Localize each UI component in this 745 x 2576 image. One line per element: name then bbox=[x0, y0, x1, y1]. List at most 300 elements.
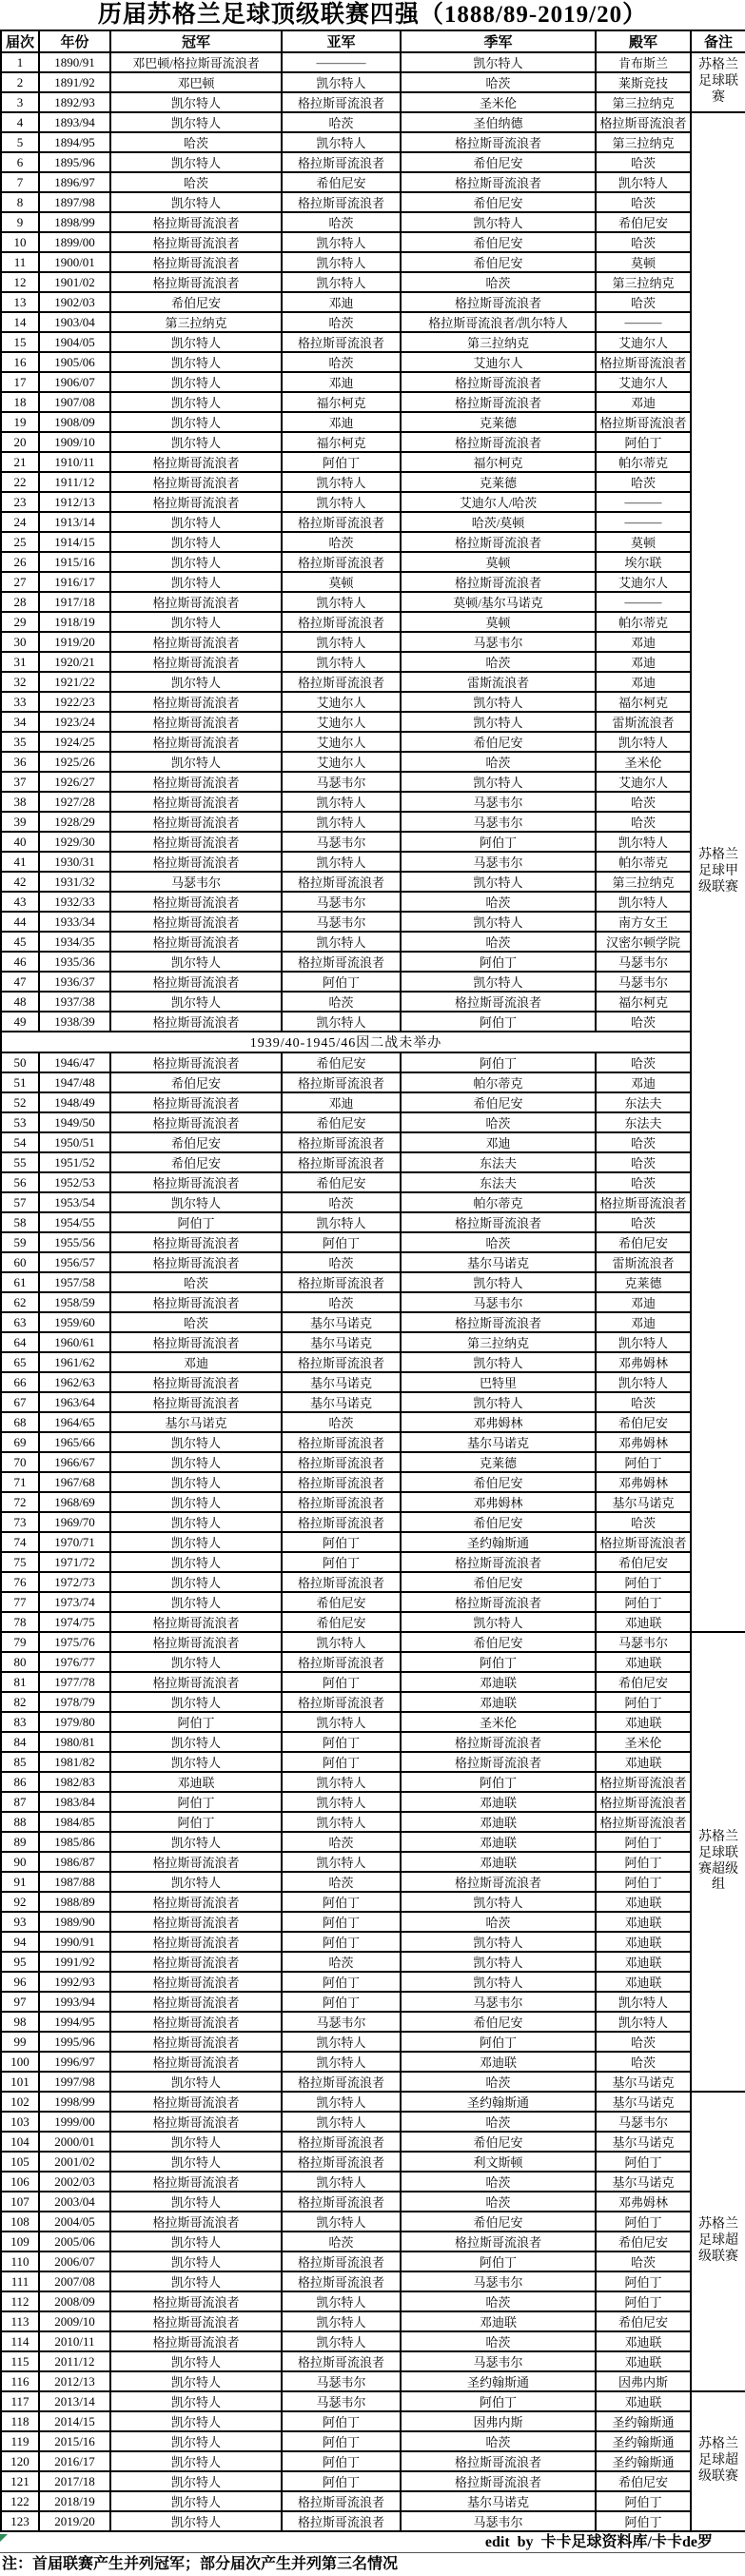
cell-champion: 凯尔特人 bbox=[110, 1492, 282, 1512]
page-title: 历届苏格兰足球顶级联赛四强（1888/89-2019/20） bbox=[97, 2, 648, 28]
cell-runner-up: 凯尔特人 bbox=[282, 232, 401, 252]
table-row bbox=[1, 132, 745, 152]
cell-year: 1951/52 bbox=[39, 1152, 110, 1172]
cell-champion: 格拉斯哥流浪者 bbox=[110, 1672, 282, 1692]
cell-third: 圣约翰斯通 bbox=[401, 2371, 596, 2391]
cell-year: 1923/24 bbox=[39, 712, 110, 732]
table-row bbox=[1, 1552, 745, 1572]
cell-runner-up: 格拉斯哥流浪者 bbox=[282, 1452, 401, 1472]
cell-edition: 60 bbox=[1, 1252, 39, 1272]
cell-fourth: 帕尔蒂克 bbox=[596, 852, 691, 872]
cell-edition: 122 bbox=[1, 2491, 39, 2511]
table-row bbox=[1, 1912, 745, 1932]
cell-fourth: 阿伯丁 bbox=[596, 1592, 691, 1612]
cell-champion: 格拉斯哥流浪者 bbox=[110, 852, 282, 872]
cell-third: 凯尔特人 bbox=[401, 1952, 596, 1972]
cell-third: 邓迪联 bbox=[401, 2052, 596, 2072]
cell-fourth: 圣米伦 bbox=[596, 752, 691, 772]
cell-champion: 凯尔特人 bbox=[110, 2411, 282, 2431]
table-row bbox=[1, 1852, 745, 1872]
cell-edition: 81 bbox=[1, 1672, 39, 1692]
table-row bbox=[1, 2152, 745, 2172]
table-row bbox=[1, 1952, 745, 1972]
cell-edition: 121 bbox=[1, 2471, 39, 2491]
cell-edition: 66 bbox=[1, 1372, 39, 1392]
cell-fourth: 马瑟韦尔 bbox=[596, 972, 691, 992]
cell-fourth: 邓迪联 bbox=[596, 2391, 691, 2411]
cell-champion: 格拉斯哥流浪者 bbox=[110, 212, 282, 232]
cell-year: 1933/34 bbox=[39, 912, 110, 932]
table-row bbox=[1, 1472, 745, 1492]
table-row bbox=[1, 1692, 745, 1712]
cell-runner-up: 格拉斯哥流浪者 bbox=[282, 872, 401, 892]
cell-fourth: 邓迪联 bbox=[596, 1752, 691, 1772]
cell-fourth: 邓迪 bbox=[596, 1072, 691, 1092]
cell-runner-up: 凯尔特人 bbox=[282, 812, 401, 832]
cell-third: 格拉斯哥流浪者 bbox=[401, 432, 596, 452]
cell-year: 2018/19 bbox=[39, 2491, 110, 2511]
cell-year: 1895/96 bbox=[39, 152, 110, 172]
cell-edition: 10 bbox=[1, 232, 39, 252]
cell-fourth: 凯尔特人 bbox=[596, 172, 691, 192]
cell-edition: 50 bbox=[1, 1052, 39, 1072]
cell-champion: 格拉斯哥流浪者 bbox=[110, 1892, 282, 1912]
cell-year: 1949/50 bbox=[39, 1112, 110, 1132]
cell-year: 1907/08 bbox=[39, 392, 110, 412]
cell-runner-up: 哈茨 bbox=[282, 212, 401, 232]
cell-champion: 凯尔特人 bbox=[110, 2371, 282, 2391]
cell-third: 邓弗姆林 bbox=[401, 1412, 596, 1432]
cell-fourth: 邓迪联 bbox=[596, 1912, 691, 1932]
cell-champion: 凯尔特人 bbox=[110, 1192, 282, 1212]
cell-year: 1989/90 bbox=[39, 1912, 110, 1932]
cell-edition: 6 bbox=[1, 152, 39, 172]
cell-third: 格拉斯哥流浪者 bbox=[401, 2471, 596, 2491]
cell-runner-up: 格拉斯哥流浪者 bbox=[282, 1152, 401, 1172]
cell-champion: 格拉斯哥流浪者 bbox=[110, 1392, 282, 1412]
cell-third: 格拉斯哥流浪者 bbox=[401, 1212, 596, 1232]
cell-year: 1911/12 bbox=[39, 472, 110, 492]
cell-third: 阿伯丁 bbox=[401, 1052, 596, 1072]
cell-third: 帕尔蒂克 bbox=[401, 1192, 596, 1212]
table-row bbox=[1, 1612, 745, 1632]
cell-fourth: 第三拉纳克 bbox=[596, 272, 691, 292]
cell-champion: 凯尔特人 bbox=[110, 432, 282, 452]
cell-year: 1986/87 bbox=[39, 1852, 110, 1872]
cell-year: 1998/99 bbox=[39, 2092, 110, 2112]
cell-edition: 53 bbox=[1, 1112, 39, 1132]
cell-third: 哈茨 bbox=[401, 2192, 596, 2212]
table-row bbox=[1, 1972, 745, 1992]
cell-champion: 格拉斯哥流浪者 bbox=[110, 2291, 282, 2311]
cell-runner-up: 哈茨 bbox=[282, 1192, 401, 1212]
cell-runner-up: 格拉斯哥流浪者 bbox=[282, 1492, 401, 1512]
cell-edition: 22 bbox=[1, 472, 39, 492]
cell-year: 1979/80 bbox=[39, 1712, 110, 1732]
cell-runner-up: 格拉斯哥流浪者 bbox=[282, 952, 401, 972]
cell-fourth: 因弗内斯 bbox=[596, 2371, 691, 2391]
cell-champion: 格拉斯哥流浪者 bbox=[110, 2112, 282, 2132]
table-row bbox=[1, 252, 745, 272]
cell-champion: 格拉斯哥流浪者 bbox=[110, 812, 282, 832]
cell-year: 1988/89 bbox=[39, 1892, 110, 1912]
cell-runner-up: 福尔柯克 bbox=[282, 432, 401, 452]
cell-third: 阿伯丁 bbox=[401, 1012, 596, 1032]
table-row bbox=[1, 892, 745, 912]
cell-runner-up: 格拉斯哥流浪者 bbox=[282, 2072, 401, 2092]
table-row bbox=[1, 2212, 745, 2232]
cell-third: 哈茨 bbox=[401, 272, 596, 292]
cell-runner-up: 格拉斯哥流浪者 bbox=[282, 192, 401, 212]
cell-edition: 62 bbox=[1, 1292, 39, 1312]
cell-edition: 90 bbox=[1, 1852, 39, 1872]
cell-fourth: 基尔马诺克 bbox=[596, 2132, 691, 2152]
table-row bbox=[1, 812, 745, 832]
cell-champion: 格拉斯哥流浪者 bbox=[110, 2052, 282, 2072]
cell-runner-up: 基尔马诺克 bbox=[282, 1312, 401, 1332]
cell-year: 1973/74 bbox=[39, 1592, 110, 1612]
cell-third: 格拉斯哥流浪者 bbox=[401, 532, 596, 552]
cell-fourth: 格拉斯哥流浪者 bbox=[596, 1192, 691, 1212]
cell-edition: 19 bbox=[1, 412, 39, 432]
cell-edition: 31 bbox=[1, 652, 39, 672]
cell-runner-up: 邓迪 bbox=[282, 1092, 401, 1112]
cell-champion: 格拉斯哥流浪者 bbox=[110, 632, 282, 652]
cell-year: 1991/92 bbox=[39, 1952, 110, 1972]
cell-third: 阿伯丁 bbox=[401, 1652, 596, 1672]
cell-runner-up: 阿伯丁 bbox=[282, 2411, 401, 2431]
cell-year: 1929/30 bbox=[39, 832, 110, 852]
table-row bbox=[1, 592, 745, 612]
cell-year: 1972/73 bbox=[39, 1572, 110, 1592]
cell-year: 1960/61 bbox=[39, 1332, 110, 1352]
cell-year: 2015/16 bbox=[39, 2431, 110, 2451]
cell-runner-up: 格拉斯哥流浪者 bbox=[282, 612, 401, 632]
cell-third: 希伯尼安 bbox=[401, 732, 596, 752]
cell-third: 巴特里 bbox=[401, 1372, 596, 1392]
cell-edition: 23 bbox=[1, 492, 39, 512]
cell-third: 阿伯丁 bbox=[401, 1772, 596, 1792]
cell-champion: 凯尔特人 bbox=[110, 2152, 282, 2172]
cell-champion: 希伯尼安 bbox=[110, 292, 282, 312]
cell-year: 1969/70 bbox=[39, 1512, 110, 1532]
table-row bbox=[1, 772, 745, 792]
cell-year: 1921/22 bbox=[39, 672, 110, 692]
cell-champion: 格拉斯哥流浪者 bbox=[110, 932, 282, 952]
cell-third: 利文斯顿 bbox=[401, 2152, 596, 2172]
cell-fourth: ——— bbox=[596, 512, 691, 532]
cell-third: 邓迪联 bbox=[401, 1832, 596, 1852]
cell-year: 1946/47 bbox=[39, 1052, 110, 1072]
cell-year: 2013/14 bbox=[39, 2391, 110, 2411]
cell-third: 邓迪联 bbox=[401, 1852, 596, 1872]
cell-fourth: 凯尔特人 bbox=[596, 892, 691, 912]
cell-champion: 格拉斯哥流浪者 bbox=[110, 1012, 282, 1032]
cell-runner-up: 格拉斯哥流浪者 bbox=[282, 1272, 401, 1292]
cell-fourth: 哈茨 bbox=[596, 232, 691, 252]
cell-champion: 哈茨 bbox=[110, 1272, 282, 1292]
col-header-remark: 备注 bbox=[691, 30, 745, 52]
cell-edition: 55 bbox=[1, 1152, 39, 1172]
table-row bbox=[1, 792, 745, 812]
cell-year: 1953/54 bbox=[39, 1192, 110, 1212]
remark-cell: 苏格兰足球联赛 bbox=[691, 52, 745, 112]
cell-fourth: 福尔柯克 bbox=[596, 692, 691, 712]
cell-runner-up: 凯尔特人 bbox=[282, 652, 401, 672]
cell-fourth: 哈茨 bbox=[596, 1392, 691, 1412]
cell-champion: 邓巴顿/格拉斯哥流浪者 bbox=[110, 52, 282, 72]
cell-year: 1932/33 bbox=[39, 892, 110, 912]
table-row bbox=[1, 412, 745, 432]
cell-edition: 74 bbox=[1, 1532, 39, 1552]
cell-fourth: 凯尔特人 bbox=[596, 732, 691, 752]
cell-runner-up: 希伯尼安 bbox=[282, 1052, 401, 1072]
cell-edition: 51 bbox=[1, 1072, 39, 1092]
cell-runner-up: ———— bbox=[282, 52, 401, 72]
cell-champion: 凯尔特人 bbox=[110, 2451, 282, 2471]
cell-year: 1983/84 bbox=[39, 1792, 110, 1812]
cell-runner-up: 邓迪 bbox=[282, 372, 401, 392]
cell-fourth: 雷斯流浪者 bbox=[596, 712, 691, 732]
cell-runner-up: 阿伯丁 bbox=[282, 1892, 401, 1912]
col-header-third: 季军 bbox=[401, 30, 596, 52]
cell-edition: 69 bbox=[1, 1432, 39, 1452]
table-row bbox=[1, 1152, 745, 1172]
cell-third: 圣米伦 bbox=[401, 92, 596, 112]
cell-third: 马瑟韦尔 bbox=[401, 2271, 596, 2291]
table-row bbox=[1, 2232, 745, 2252]
cell-year: 2014/15 bbox=[39, 2411, 110, 2431]
cell-champion: 格拉斯哥流浪者 bbox=[110, 692, 282, 712]
cell-year: 1999/00 bbox=[39, 2112, 110, 2132]
cell-runner-up: 阿伯丁 bbox=[282, 1912, 401, 1932]
cell-edition: 32 bbox=[1, 672, 39, 692]
cell-edition: 47 bbox=[1, 972, 39, 992]
cell-fourth: 邓迪联 bbox=[596, 1712, 691, 1732]
cell-third: 格拉斯哥流浪者 bbox=[401, 392, 596, 412]
table-row bbox=[1, 752, 745, 772]
cell-champion: 格拉斯哥流浪者 bbox=[110, 452, 282, 472]
cell-runner-up: 艾迪尔人 bbox=[282, 752, 401, 772]
cell-edition: 11 bbox=[1, 252, 39, 272]
cell-edition: 1 bbox=[1, 52, 39, 72]
cell-fourth: 艾迪尔人 bbox=[596, 332, 691, 352]
cell-fourth: 艾迪尔人 bbox=[596, 772, 691, 792]
cell-runner-up: 基尔马诺克 bbox=[282, 1392, 401, 1412]
cell-year: 1981/82 bbox=[39, 1752, 110, 1772]
cell-year: 1891/92 bbox=[39, 72, 110, 92]
cell-runner-up: 格拉斯哥流浪者 bbox=[282, 512, 401, 532]
cell-champion: 凯尔特人 bbox=[110, 2491, 282, 2511]
cell-year: 1910/11 bbox=[39, 452, 110, 472]
cell-edition: 16 bbox=[1, 352, 39, 372]
table-row bbox=[1, 1792, 745, 1812]
cell-edition: 104 bbox=[1, 2132, 39, 2152]
cell-year: 1916/17 bbox=[39, 572, 110, 592]
cell-runner-up: 哈茨 bbox=[282, 992, 401, 1012]
table-row bbox=[1, 72, 745, 92]
cell-year: 1982/83 bbox=[39, 1772, 110, 1792]
cell-fourth: 克莱德 bbox=[596, 1272, 691, 1292]
cell-third: 凯尔特人 bbox=[401, 912, 596, 932]
table-row bbox=[1, 512, 745, 532]
war-gap-row bbox=[1, 1032, 745, 1052]
table-row bbox=[1, 1332, 745, 1352]
cell-third: 马瑟韦尔 bbox=[401, 852, 596, 872]
cell-third: 哈茨 bbox=[401, 892, 596, 912]
cell-year: 1967/68 bbox=[39, 1472, 110, 1492]
cell-fourth: 哈茨 bbox=[596, 2052, 691, 2072]
cell-edition: 65 bbox=[1, 1352, 39, 1372]
cell-runner-up: 格拉斯哥流浪者 bbox=[282, 92, 401, 112]
cell-year: 2017/18 bbox=[39, 2471, 110, 2491]
cell-year: 1935/36 bbox=[39, 952, 110, 972]
cell-edition: 2 bbox=[1, 72, 39, 92]
cell-champion: 凯尔特人 bbox=[110, 332, 282, 352]
cell-champion: 格拉斯哥流浪者 bbox=[110, 1992, 282, 2012]
results-table bbox=[0, 29, 745, 2532]
cell-runner-up: 哈茨 bbox=[282, 1832, 401, 1852]
cell-year: 1913/14 bbox=[39, 512, 110, 532]
cell-champion: 凯尔特人 bbox=[110, 152, 282, 172]
cell-champion: 哈茨 bbox=[110, 172, 282, 192]
cell-third: 哈茨 bbox=[401, 72, 596, 92]
cell-year: 2008/09 bbox=[39, 2291, 110, 2311]
cell-year: 1890/91 bbox=[39, 52, 110, 72]
cell-runner-up: 阿伯丁 bbox=[282, 2431, 401, 2451]
cell-fourth: 阿伯丁 bbox=[596, 1692, 691, 1712]
cell-fourth: 希伯尼安 bbox=[596, 2232, 691, 2252]
cell-third: 阿伯丁 bbox=[401, 832, 596, 852]
cell-fourth: 哈茨 bbox=[596, 2032, 691, 2052]
cell-champion: 凯尔特人 bbox=[110, 372, 282, 392]
cell-runner-up: 格拉斯哥流浪者 bbox=[282, 672, 401, 692]
table-row bbox=[1, 952, 745, 972]
cell-third: 格拉斯哥流浪者 bbox=[401, 1752, 596, 1772]
col-header-runner-up: 亚军 bbox=[282, 30, 401, 52]
cell-edition: 113 bbox=[1, 2311, 39, 2331]
cell-champion: 阿伯丁 bbox=[110, 1792, 282, 1812]
cell-third: 格拉斯哥流浪者 bbox=[401, 292, 596, 312]
cell-fourth: 马瑟韦尔 bbox=[596, 2112, 691, 2132]
cell-year: 2000/01 bbox=[39, 2132, 110, 2152]
cell-year: 1992/93 bbox=[39, 1972, 110, 1992]
cell-third: 格拉斯哥流浪者 bbox=[401, 372, 596, 392]
cell-champion: 格拉斯哥流浪者 bbox=[110, 252, 282, 272]
cell-edition: 27 bbox=[1, 572, 39, 592]
cell-edition: 85 bbox=[1, 1752, 39, 1772]
cell-fourth: 格拉斯哥流浪者 bbox=[596, 1772, 691, 1792]
table-row bbox=[1, 632, 745, 652]
cell-year: 1952/53 bbox=[39, 1172, 110, 1192]
cell-champion: 格拉斯哥流浪者 bbox=[110, 1912, 282, 1932]
table-row bbox=[1, 2192, 745, 2212]
cell-year: 2012/13 bbox=[39, 2371, 110, 2391]
cell-runner-up: 基尔马诺克 bbox=[282, 1332, 401, 1352]
cell-third: 希伯尼安 bbox=[401, 252, 596, 272]
cell-edition: 88 bbox=[1, 1812, 39, 1832]
cell-runner-up: 凯尔特人 bbox=[282, 72, 401, 92]
cell-fourth: 肯布斯兰 bbox=[596, 52, 691, 72]
cell-fourth: 邓迪 bbox=[596, 1292, 691, 1312]
cell-year: 1978/79 bbox=[39, 1692, 110, 1712]
cell-year: 1925/26 bbox=[39, 752, 110, 772]
cell-runner-up: 哈茨 bbox=[282, 2232, 401, 2252]
cell-runner-up: 凯尔特人 bbox=[282, 932, 401, 952]
cell-year: 1930/31 bbox=[39, 852, 110, 872]
cell-fourth: 基尔马诺克 bbox=[596, 1492, 691, 1512]
cell-edition: 82 bbox=[1, 1692, 39, 1712]
cell-third: 马瑟韦尔 bbox=[401, 1292, 596, 1312]
table-row bbox=[1, 1012, 745, 1032]
cell-fourth: 帕尔蒂克 bbox=[596, 452, 691, 472]
cell-champion: 格拉斯哥流浪者 bbox=[110, 1292, 282, 1312]
table-row bbox=[1, 1652, 745, 1672]
table-row bbox=[1, 332, 745, 352]
cell-third: 希伯尼安 bbox=[401, 1572, 596, 1592]
cell-edition: 17 bbox=[1, 372, 39, 392]
cell-edition: 78 bbox=[1, 1612, 39, 1632]
cell-year: 1937/38 bbox=[39, 992, 110, 1012]
cell-edition: 59 bbox=[1, 1232, 39, 1252]
cell-edition: 92 bbox=[1, 1892, 39, 1912]
cell-champion: 格拉斯哥流浪者 bbox=[110, 832, 282, 852]
remark-cell: 苏格兰足球联赛超级组 bbox=[691, 1632, 745, 2092]
cell-edition: 44 bbox=[1, 912, 39, 932]
cell-champion: 格拉斯哥流浪者 bbox=[110, 492, 282, 512]
cell-champion: 凯尔特人 bbox=[110, 2351, 282, 2371]
cell-year: 1968/69 bbox=[39, 1492, 110, 1512]
cell-champion: 格拉斯哥流浪者 bbox=[110, 2092, 282, 2112]
cell-runner-up: 凯尔特人 bbox=[282, 132, 401, 152]
cell-edition: 37 bbox=[1, 772, 39, 792]
table-row bbox=[1, 312, 745, 332]
cell-champion: 希伯尼安 bbox=[110, 1152, 282, 1172]
cell-runner-up: 凯尔特人 bbox=[282, 2172, 401, 2192]
cell-champion: 邓迪 bbox=[110, 1352, 282, 1372]
table-row bbox=[1, 872, 745, 892]
table-row bbox=[1, 1872, 745, 1892]
cell-fourth: 希伯尼安 bbox=[596, 2471, 691, 2491]
cell-champion: 格拉斯哥流浪者 bbox=[110, 1612, 282, 1632]
table-row bbox=[1, 1212, 745, 1232]
cell-fourth: 希伯尼安 bbox=[596, 1232, 691, 1252]
cell-year: 1903/04 bbox=[39, 312, 110, 332]
cell-third: 哈茨 bbox=[401, 1112, 596, 1132]
cell-runner-up: 希伯尼安 bbox=[282, 1112, 401, 1132]
col-header-fourth: 殿军 bbox=[596, 30, 691, 52]
cell-fourth: 哈茨 bbox=[596, 812, 691, 832]
cell-edition: 14 bbox=[1, 312, 39, 332]
cell-third: 凯尔特人 bbox=[401, 52, 596, 72]
cell-runner-up: 阿伯丁 bbox=[282, 972, 401, 992]
cell-year: 1984/85 bbox=[39, 1812, 110, 1832]
cell-runner-up: 格拉斯哥流浪者 bbox=[282, 1512, 401, 1532]
table-row bbox=[1, 152, 745, 172]
cell-year: 1902/03 bbox=[39, 292, 110, 312]
credit-line: edit by 卡卡足球资料库/卡卡de罗 bbox=[484, 2534, 713, 2550]
cell-year: 1996/97 bbox=[39, 2052, 110, 2072]
cell-champion: 格拉斯哥流浪者 bbox=[110, 592, 282, 612]
cell-runner-up: 凯尔特人 bbox=[282, 252, 401, 272]
cell-edition: 13 bbox=[1, 292, 39, 312]
cell-edition: 40 bbox=[1, 832, 39, 852]
cell-year: 1898/99 bbox=[39, 212, 110, 232]
cell-edition: 12 bbox=[1, 272, 39, 292]
cell-year: 1924/25 bbox=[39, 732, 110, 752]
cell-third: 哈茨/莫顿 bbox=[401, 512, 596, 532]
table-row bbox=[1, 552, 745, 572]
